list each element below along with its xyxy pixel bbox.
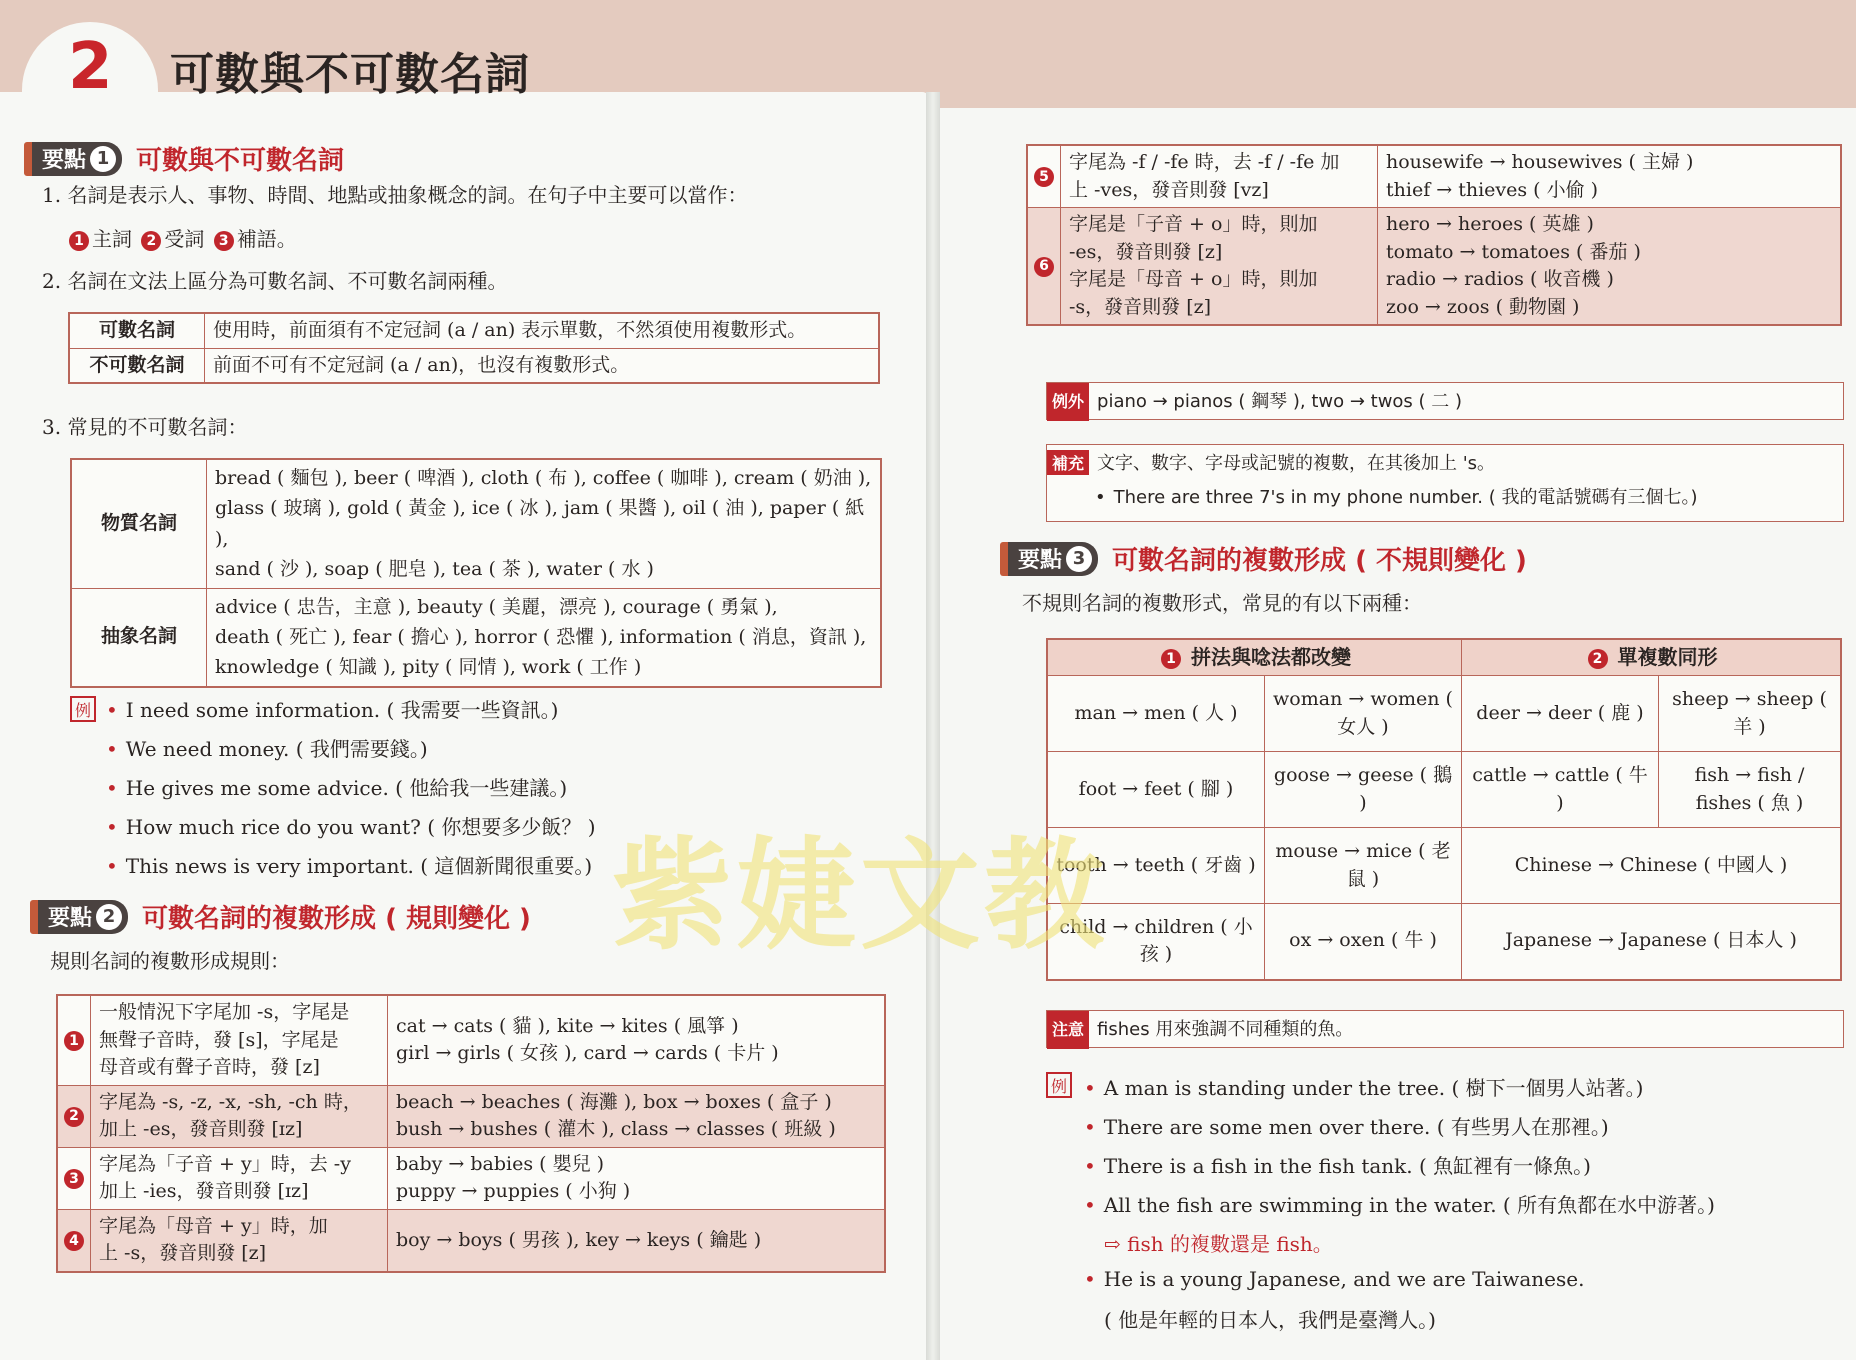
example-line: • This news is very important. ( 這個新聞很重要。) <box>106 854 593 878</box>
book-gutter <box>926 92 940 1360</box>
exception-text: piano → pianos ( 鋼琴 ), two → twos ( 二 ) <box>1097 391 1463 412</box>
rule-text: 字尾為 -f / -fe 時，去 -f / -fe 加 <box>1069 151 1340 173</box>
example-line: • We need money. ( 我們需要錢。) <box>106 737 428 761</box>
section-1-heading <box>24 140 344 177</box>
para-1-items: 1 主詞 2 受詞 3 補語。 <box>66 226 297 253</box>
label-countable: 可數名詞 <box>69 313 205 348</box>
example-icon: 例 <box>1046 1072 1072 1098</box>
rule-example: girl → girls ( 女孩 ), card → cards ( 卡片 ) <box>396 1042 779 1065</box>
rule-text: 字尾為 -s, -z, -x, -sh, -ch 時， <box>99 1090 362 1113</box>
example-line: • I need some information. ( 我需要一些資訊。) <box>106 698 559 722</box>
rule-text: 字尾是「母音 + o」時，則加 <box>1069 268 1318 291</box>
example-line: • A man is standing under the tree. ( 樹下一個男人站著。) <box>1084 1076 1644 1100</box>
countable-definition-table <box>68 312 880 384</box>
material-nouns-line: sand ( 沙 ), soap ( 肥皂 ), tea ( 茶 ), water ( 水 ) <box>215 558 654 581</box>
chapter-title: 可數與不可數名詞 <box>170 49 530 100</box>
rule-example: radio → radios ( 收音機 ) <box>1386 268 1614 291</box>
section-3-tag: 要點 3 <box>1000 542 1098 576</box>
notice-tag: 注意 <box>1047 1011 1089 1049</box>
section-2-intro: 規則名詞的複數形成規則： <box>50 949 290 973</box>
rule-example: zoo → zoos ( 動物園 ) <box>1386 295 1580 318</box>
irregular-cell: woman → women ( 女人 ) <box>1265 676 1462 752</box>
rule-text: 字尾為「母音 + y」時，加 <box>99 1214 328 1237</box>
uncountable-definition: 前面不可有不定冠詞 (a / an)，也沒有複數形式。 <box>205 348 880 383</box>
irregular-header-1: 1 拼法與唸法都改變 <box>1047 639 1462 676</box>
irregular-cell: ox → oxen ( 牛 ) <box>1265 904 1462 980</box>
abstract-nouns-line: advice ( 忠告，主意 ), beauty ( 美麗，漂亮 ), courage ( 勇氣 ), <box>215 595 778 618</box>
irregular-cell: mouse → mice ( 老鼠 ) <box>1265 828 1462 904</box>
example-line: • All the fish are swimming in the water. ( 所有魚都在水中游著。) <box>1084 1193 1715 1217</box>
irregular-cell: deer → deer ( 鹿 ) <box>1462 676 1659 752</box>
section-1-title: 可數與不可數名詞 <box>136 146 345 176</box>
label-uncountable: 不可數名詞 <box>69 348 205 383</box>
material-nouns-line: glass ( 玻璃 ), gold ( 黃金 ), ice ( 冰 ), jam ( 果醬 ), oil ( 油 ), paper ( 紙 ), <box>215 497 865 550</box>
material-nouns-line: bread ( 麵包 ), beer ( 啤酒 ), cloth ( 布 ), coffee ( 咖啡 ), cream ( 奶油 ), <box>215 467 872 489</box>
rule-text: 一般情況下字尾加 -s，字尾是 <box>99 1001 350 1023</box>
irregular-cell: cattle → cattle ( 牛 ) <box>1462 752 1659 828</box>
rule-text: 上 -ves，發音則發 [vz] <box>1069 178 1269 201</box>
supplement-example: There are three 7's in my phone number. ( 我的電話號碼有三個七。) <box>1113 487 1698 508</box>
section-2-tag: 要點 2 <box>30 900 128 934</box>
example-line: • How much rice do you want? ( 你想要多少飯？ ) <box>106 815 596 839</box>
section-1-tag: 要點 1 <box>24 142 122 176</box>
abstract-nouns-line: death ( 死亡 ), fear ( 擔心 ), horror ( 恐懼 ), information ( 消息，資訊 ), <box>215 625 867 648</box>
rule-example: tomato → tomatoes ( 番茄 ) <box>1386 240 1641 263</box>
rule-example: puppy → puppies ( 小狗 ) <box>396 1180 631 1203</box>
uncountable-nouns-table <box>70 458 882 688</box>
section-2-heading <box>30 898 531 935</box>
rule-text: 無聲子音時，發 [s]，字尾是 <box>99 1028 339 1051</box>
irregular-plural-table <box>1046 638 1842 981</box>
rule-example: beach → beaches ( 海灘 ), box → boxes ( 盒子 ) <box>396 1090 832 1113</box>
rule-example: bush → bushes ( 灌木 ), class → classes ( 班級 ) <box>396 1118 836 1141</box>
para-2: 2. 名詞在文法上區分為可數名詞、不可數名詞兩種。 <box>42 269 508 293</box>
rule-text: -s，發音則發 [z] <box>1069 295 1212 318</box>
rule-example: thief → thieves ( 小偷 ) <box>1386 178 1599 201</box>
section-3-intro: 不規則名詞的複數形式，常見的有以下兩種： <box>1022 591 1422 615</box>
section-3-title: 可數名詞的複數形成 ( 不規則變化 ) <box>1112 546 1527 576</box>
notice-box <box>1046 1010 1844 1048</box>
regular-plural-table-continued: 5 字尾為 -f / -fe 時，去 -f / -fe 加 上 -ves，發音則發 [vz] housewife → housewives ( 主婦 ) thief → thieves ( 小偷 ) 6 字尾是「子音 + o」時，則加 -es，發音則發 [z] 字尾是「母音 + o」時，則加 -s，發音則發 [z] hero → heroes ( 英雄 ) tomato → tomatoes ( 番茄 ) radio → radios ( 收音機 ) zoo → zoos ( 動物園 ) <box>1026 144 1842 326</box>
regular-plural-table: 1 一般情況下字尾加 -s，字尾是 無聲子音時，發 [s]，字尾是 母音或有聲子音時，發 [z] cat → cats ( 貓 ), kite → kites ( 風箏 ) girl → girls ( 女孩 ), card → cards ( 卡片 ) 2 字尾為 -s, -z, -x, -sh, -ch 時， 加上 -es，發音則發 [ɪz] beach → beaches ( 海灘 ), box → boxes ( 盒子 ) bush → bushes ( 灌木 ), class → classes ( 班級 ) 3 字尾為「子音 + y」時，去 -y 加上 -ies，發音則發 [ɪz] baby → babies ( 嬰兒 ) puppy → puppies ( 小狗 ) 4 字尾為「母音 + y」時，加 上 -s，發音則發 [z] boy → boys ( 男孩 ), key → keys ( 鑰匙 ) <box>56 994 886 1273</box>
arrow-note: ⇨ fish 的複數還是 fish。 <box>1104 1232 1333 1256</box>
exception-tag: 例外 <box>1047 383 1089 421</box>
rule-example: cat → cats ( 貓 ), kite → kites ( 風箏 ) <box>396 1014 739 1037</box>
irregular-cell: Japanese → Japanese ( 日本人 ) <box>1462 904 1842 980</box>
irregular-cell: goose → geese ( 鵝 ) <box>1265 752 1462 828</box>
irregular-cell: foot → feet ( 腳 ) <box>1047 752 1265 828</box>
rule-text: -es，發音則發 [z] <box>1069 240 1223 263</box>
example-line: • He gives me some advice. ( 他給我一些建議。) <box>106 776 568 800</box>
chapter-number: 2 <box>68 30 113 104</box>
para-1: 1. 名詞是表示人、事物、時間、地點或抽象概念的詞。在句子中主要可以當作： <box>42 183 748 207</box>
rule-text: 字尾是「子音 + o」時，則加 <box>1069 213 1318 236</box>
label-material-nouns: 物質名詞 <box>71 459 207 588</box>
example-translation: ( 他是年輕的日本人，我們是臺灣人。) <box>1104 1308 1436 1332</box>
abstract-nouns-line: knowledge ( 知識 ), pity ( 同情 ), work ( 工作 ) <box>215 656 642 679</box>
example-line: • He is a young Japanese, and we are Taiwanese. <box>1084 1267 1585 1291</box>
countable-definition: 使用時，前面須有不定冠詞 (a / an) 表示單數，不然須使用複數形式。 <box>205 313 880 348</box>
rule-text: 字尾為「子音 + y」時，去 -y <box>99 1152 351 1175</box>
supplement-tag: 補充 <box>1047 450 1089 475</box>
notice-text: fishes 用來強調不同種類的魚。 <box>1097 1019 1354 1040</box>
section-2-title: 可數名詞的複數形成 ( 規則變化 ) <box>142 904 531 934</box>
example-line: • There are some men over there. ( 有些男人在那裡。) <box>1084 1115 1609 1139</box>
label-abstract-nouns: 抽象名詞 <box>71 588 207 687</box>
irregular-cell: child → children ( 小孩 ) <box>1047 904 1265 980</box>
rule-example: baby → babies ( 嬰兒 ) <box>396 1152 605 1175</box>
exception-box <box>1046 382 1844 420</box>
rule-text: 加上 -ies，發音則發 [ɪz] <box>99 1180 309 1203</box>
irregular-cell: fish → fish / fishes ( 魚 ) <box>1659 752 1842 828</box>
watermark: 紫婕文教 <box>612 827 1108 966</box>
irregular-header-2: 2 單複數同形 <box>1462 639 1842 676</box>
rule-text: 上 -s，發音則發 [z] <box>99 1242 267 1265</box>
example-icon: 例 <box>70 696 96 722</box>
para-3: 3. 常見的不可數名詞： <box>42 415 248 439</box>
irregular-cell: tooth → teeth ( 牙齒 ) <box>1047 828 1265 904</box>
supplement-text: 文字、數字、字母或記號的複數，在其後加上 's。 <box>1097 453 1496 474</box>
supplement-box: 補充 文字、數字、字母或記號的複數，在其後加上 's。 • There are three 7's in my phone number. ( 我的電話號碼有三個七。) <box>1046 444 1844 522</box>
example-line: • There is a fish in the fish tank. ( 魚缸裡有一條魚。) <box>1084 1154 1591 1178</box>
rule-example: hero → heroes ( 英雄 ) <box>1386 213 1594 236</box>
rule-text: 母音或有聲子音時，發 [z] <box>99 1056 320 1079</box>
irregular-cell: sheep → sheep ( 羊 ) <box>1659 676 1842 752</box>
rule-text: 加上 -es，發音則發 [ɪz] <box>99 1118 303 1141</box>
rule-example: boy → boys ( 男孩 ), key → keys ( 鑰匙 ) <box>396 1228 762 1251</box>
irregular-cell: Chinese → Chinese ( 中國人 ) <box>1462 828 1842 904</box>
rule-example: housewife → housewives ( 主婦 ) <box>1386 151 1694 173</box>
section-3-heading <box>1000 540 1527 577</box>
irregular-cell: man → men ( 人 ) <box>1047 676 1265 752</box>
